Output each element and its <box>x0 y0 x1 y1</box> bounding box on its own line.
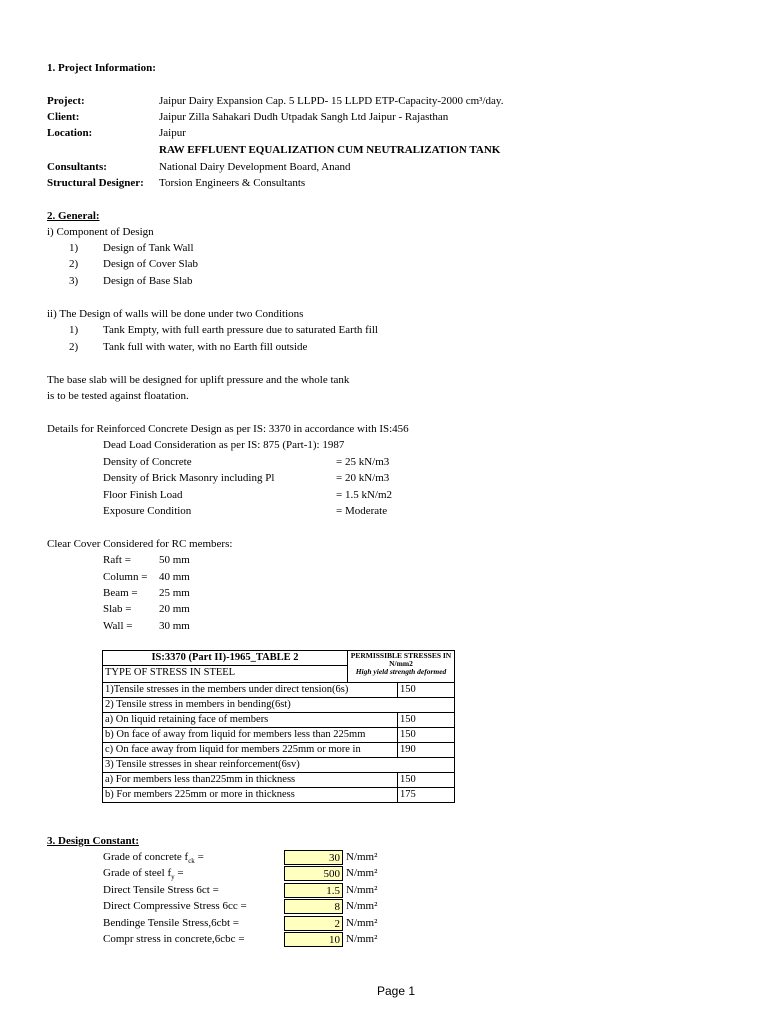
table-row <box>103 773 455 788</box>
cover-value: 30 mm <box>159 620 190 632</box>
table-cell-value: 150 <box>398 683 455 698</box>
cover-label: Slab = <box>103 603 132 615</box>
table-cell-value: 150 <box>398 773 455 788</box>
consultants-value: National Dairy Development Board, Anand <box>159 161 351 173</box>
cover-value: 40 mm <box>159 571 190 583</box>
table-row <box>103 651 455 666</box>
type-header: TYPE OF STRESS IN STEEL <box>105 667 235 678</box>
concrete-grade-input[interactable]: 30 <box>284 850 343 865</box>
constant-label: Bendinge Tensile Stress,6cbt = <box>103 917 239 929</box>
direct-tensile-input[interactable]: 1.5 <box>284 883 343 898</box>
conditions-intro: ii) The Design of walls will be done under two Conditions <box>47 308 304 320</box>
cover-value: 25 mm <box>159 587 190 599</box>
cover-label: Wall = <box>103 620 133 632</box>
condition-item: Tank Empty, with full earth pressure due to saturated Earth fill <box>103 324 378 336</box>
base-slab-text: is to be tested against floatation. <box>47 390 189 402</box>
load-value: = 1.5 kN/m2 <box>336 489 393 501</box>
load-value: = Moderate <box>336 505 388 517</box>
cover-value: 50 mm <box>159 554 190 566</box>
page-number: Page 1 <box>377 984 416 998</box>
load-label: Density of Concrete <box>103 456 192 468</box>
table-row <box>103 758 455 773</box>
table-row <box>103 743 455 758</box>
load-value: = 20 kN/m3 <box>336 472 390 484</box>
table-cell: b) On face of away from liquid for members less than 225mm <box>103 728 398 743</box>
dead-load-text: Dead Load Consideration as per IS: 875 (Part-1): 1987 <box>103 439 345 451</box>
unit-label: N/mm² <box>346 917 378 929</box>
table-cell: a) For members less than225mm in thickness <box>103 773 398 788</box>
table-cell-value: 150 <box>398 713 455 728</box>
table-cell: a) On liquid retaining face of members <box>103 713 398 728</box>
table-cell: b) For members 225mm or more in thickness <box>103 788 398 803</box>
consultants-label: Consultants: <box>47 161 107 173</box>
permissible-header-cell <box>348 651 455 683</box>
constant-label: Compr stress in concrete,6cbc = <box>103 933 245 945</box>
type-header-cell <box>103 666 348 683</box>
table-cell: 2) Tensile stress in members in bending(6st) <box>103 698 455 713</box>
table-cell: 1)Tensile stresses in the members under direct tension(6s) <box>103 683 398 698</box>
client-value: Jaipur Zilla Sahakari Dudh Utpadak Sangh Ltd Jaipur - Rajasthan <box>159 111 449 123</box>
load-value: = 25 kN/m3 <box>336 456 390 468</box>
table-cell-value: 190 <box>398 743 455 758</box>
table-row <box>103 788 455 803</box>
steel-grade-input[interactable]: 500 <box>284 866 343 881</box>
table-cell: 3) Tensile stresses in shear reinforcement(6sv) <box>103 758 455 773</box>
component-item: Design of Tank Wall <box>103 242 194 254</box>
unit-label: N/mm² <box>346 933 378 945</box>
table-title: IS:3370 (Part II)-1965_TABLE 2 <box>103 651 348 666</box>
project-value: Jaipur Dairy Expansion Cap. 5 LLPD- 15 LLPD ETP-Capacity-2000 cm³/day. <box>159 95 504 107</box>
base-slab-text: The base slab will be designed for uplift pressure and the whole tank <box>47 374 350 386</box>
constant-label: Grade of steel $f_y$ = <box>103 867 184 882</box>
structural-designer-value: Torsion Engineers & Consultants <box>159 177 306 189</box>
unit-label: N/mm² <box>346 884 378 896</box>
direct-compressive-input[interactable]: 8 <box>284 899 343 914</box>
cover-label: Column = <box>103 571 148 583</box>
bending-tensile-input[interactable]: 2 <box>284 916 343 931</box>
clear-cover-heading: Clear Cover Considered for RC members: <box>47 538 233 550</box>
table-row <box>103 698 455 713</box>
load-label: Floor Finish Load <box>103 489 183 501</box>
component-num: 2) <box>69 258 79 270</box>
location-value: Jaipur <box>159 127 186 139</box>
table-cell: c) On face away from liquid for members 225mm or more in <box>103 743 398 758</box>
design-constant-heading: 3. Design Constant: <box>47 835 139 847</box>
project-info-heading: 1. Project Information: <box>47 62 156 74</box>
general-heading: 2. General: <box>47 210 100 222</box>
constant-label: Direct Compressive Stress 6cc = <box>103 900 247 912</box>
unit-label: N/mm² <box>346 900 378 912</box>
compr-stress-input[interactable]: 10 <box>284 932 343 947</box>
component-item: Design of Cover Slab <box>103 258 199 270</box>
unit-label: N/mm² <box>346 851 378 863</box>
component-item: Design of Base Slab <box>103 275 193 287</box>
location-label: Location: <box>47 127 93 139</box>
table-row <box>103 683 455 698</box>
cover-label: Beam = <box>103 587 138 599</box>
table-cell-value: 150 <box>398 728 455 743</box>
condition-num: 1) <box>69 324 79 336</box>
structural-designer-label: Structural Designer: <box>47 177 144 189</box>
cover-value: 20 mm <box>159 603 190 615</box>
component-intro: i) Component of Design <box>47 226 154 238</box>
component-num: 3) <box>69 275 79 287</box>
condition-item: Tank full with water, with no Earth fill outside <box>103 341 308 353</box>
cover-label: Raft = <box>103 554 131 566</box>
unit-label: N/mm² <box>346 867 378 879</box>
project-label: Project: <box>47 95 85 107</box>
constant-label: Grade of concrete $f_{ck}$ = <box>103 851 204 866</box>
component-num: 1) <box>69 242 79 254</box>
tank-title: RAW EFFLUENT EQUALIZATION CUM NEUTRALIZATION TANK <box>159 144 501 156</box>
condition-num: 2) <box>69 341 79 353</box>
load-label: Exposure Condition <box>103 505 192 517</box>
permissible-subheader: High yield strength deformed <box>355 668 447 676</box>
client-label: Client: <box>47 111 80 123</box>
rc-details-text: Details for Reinforced Concrete Design as per IS: 3370 in accordance with IS:456 <box>47 423 409 435</box>
table-row <box>103 713 455 728</box>
load-label: Density of Brick Masonry including Pl <box>103 472 275 484</box>
constant-label: Direct Tensile Stress 6ct = <box>103 884 219 896</box>
stress-table <box>102 650 455 803</box>
table-row <box>103 728 455 743</box>
table-cell-value: 175 <box>398 788 455 803</box>
permissible-header: PERMISSIBLE STRESSES IN N/mm2 <box>350 651 452 668</box>
